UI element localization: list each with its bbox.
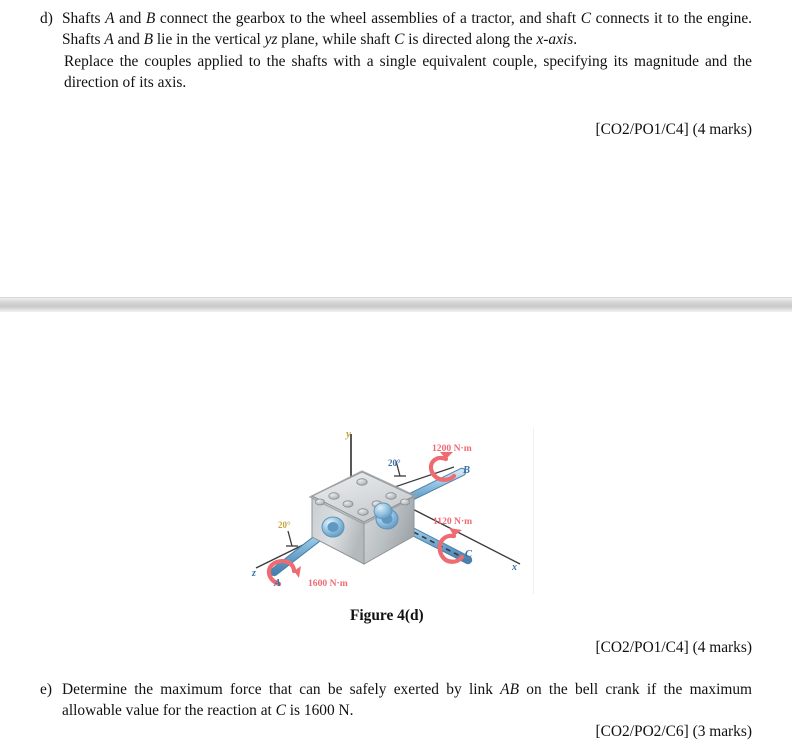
separator-hairline-bottom (0, 311, 792, 312)
couple-a-value: 1600 N·m (308, 578, 348, 589)
question-d-paragraph-1: Shafts A and B connect the gearbox to the wheel assemblies of a tractor, and shaft C connects it to the engine. Shafts A and B lie in the vertical yz plane, while shaft C is directed along the x-axis. (62, 10, 752, 48)
question-d-paragraph-2: Replace the couples applied to the shafts with a single equivalent couple, specifying its magnitude and the direction of its axis. (64, 53, 752, 91)
question-e-paragraph-1: Determine the maximum force that can be safely exerted by link AB on the bell crank if the maximum allowable value for the reaction at C is 1600 N. (62, 681, 752, 719)
couple-b-value: 1200 N·m (432, 443, 472, 454)
page-separator-band (0, 297, 792, 312)
axis-y-label: y (346, 428, 351, 440)
question-part-d (40, 8, 752, 93)
figure-caption: Figure 4(d) (350, 607, 424, 624)
axis-z-label: z (252, 568, 256, 579)
angle-a-label: 20° (278, 520, 291, 530)
axis-x-label: x (512, 562, 517, 573)
marks-part-d-top: [CO2/PO1/C4] (4 marks) (595, 121, 752, 138)
shaft-b-label: B (463, 465, 471, 476)
figure-4d-image (250, 424, 534, 596)
angle-b-label: 20° (388, 458, 401, 468)
question-d-body (62, 8, 752, 93)
question-d-marker: d) (40, 10, 53, 27)
shaft-a-label: A (274, 578, 282, 589)
question-e-body (62, 679, 752, 721)
question-e-row (40, 679, 752, 721)
marks-part-e: [CO2/PO2/C6] (3 marks) (595, 723, 752, 740)
question-part-e (40, 679, 752, 721)
question-e-marker: e) (40, 681, 52, 698)
shaft-c-label: C (465, 549, 473, 560)
marks-part-d-bottom: [CO2/PO1/C4] (4 marks) (595, 639, 752, 656)
question-d-row (40, 8, 752, 93)
separator-hairline-top (0, 297, 792, 298)
angle-tick-a (286, 531, 298, 546)
couple-c-value: 1120 N·m (433, 516, 473, 527)
